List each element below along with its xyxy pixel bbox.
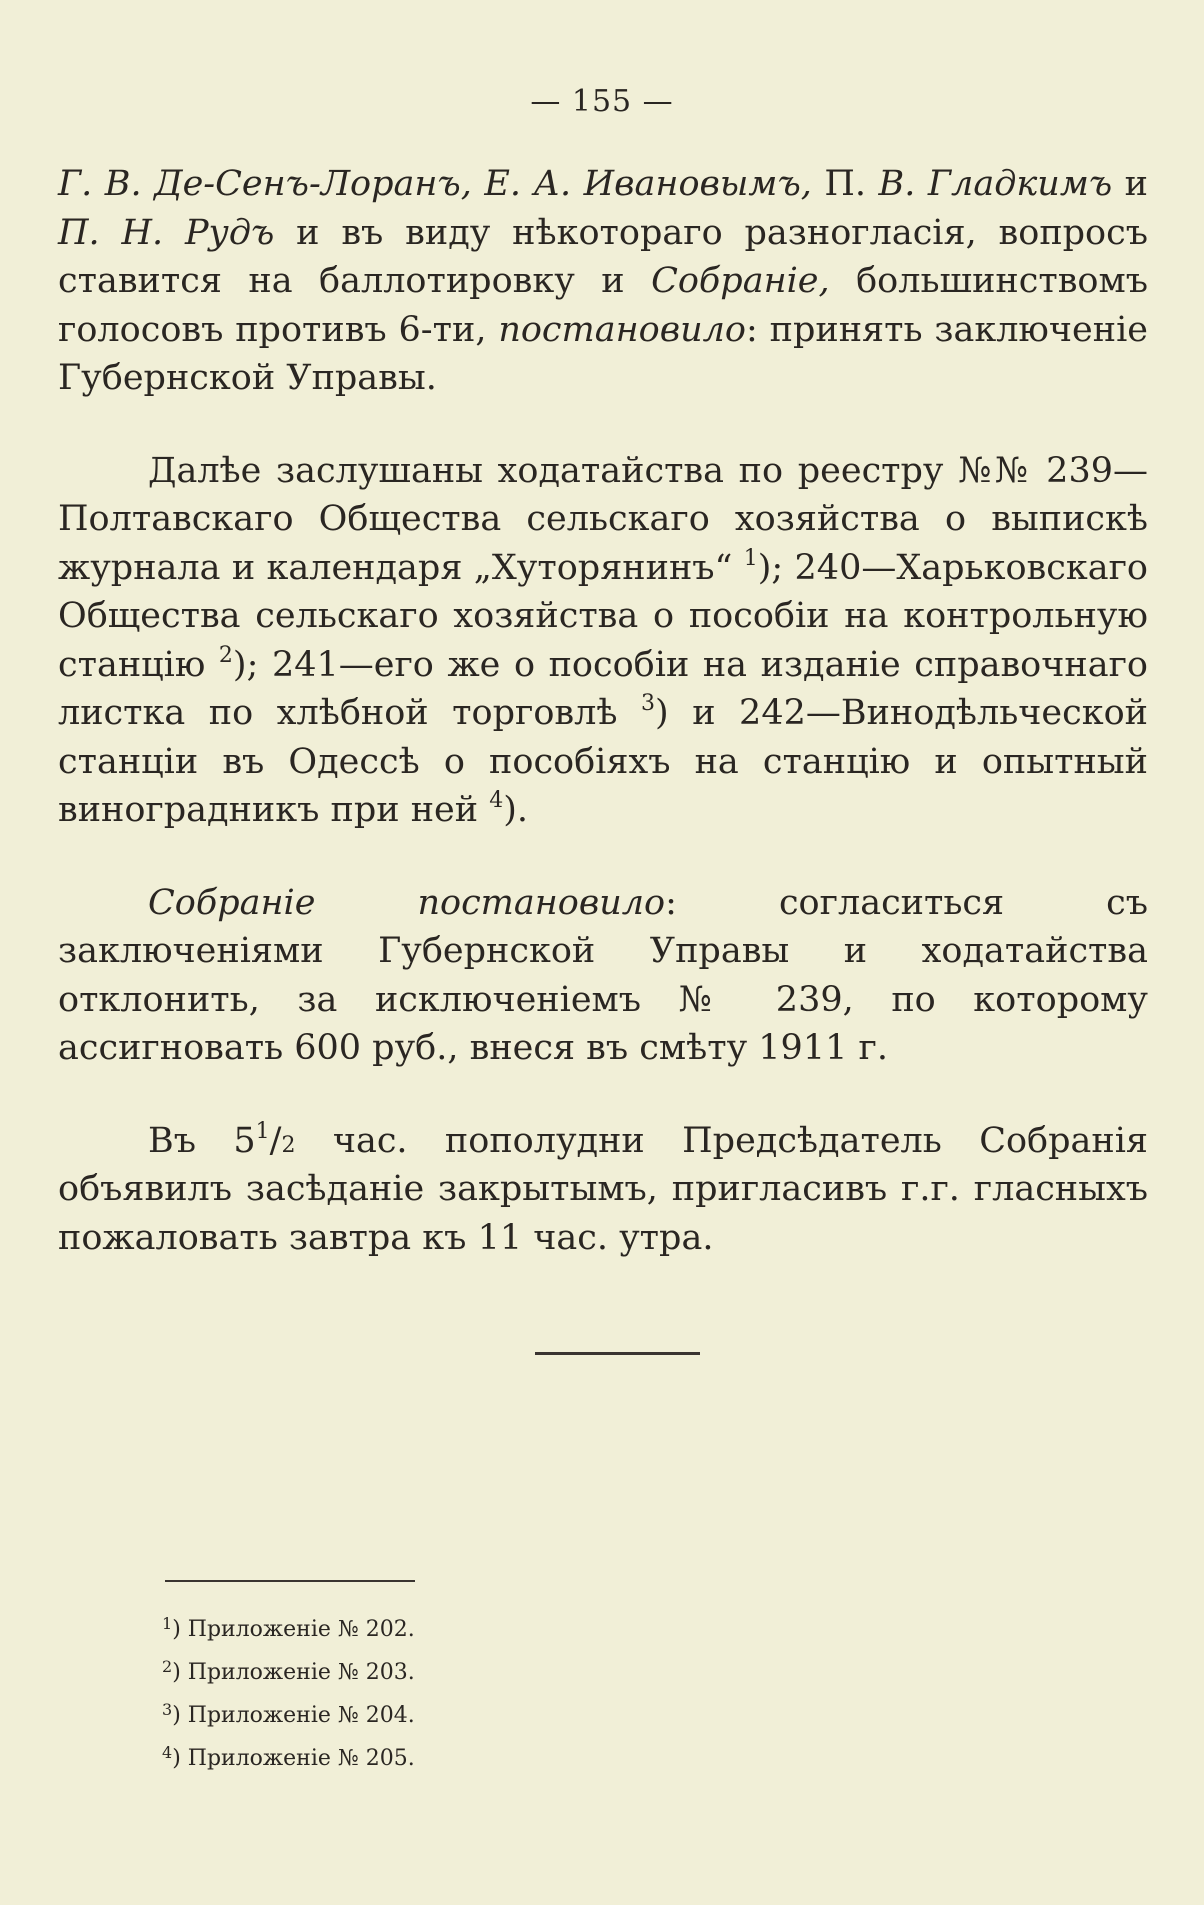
resolved-italic: постановило	[498, 309, 746, 350]
text-run: ); 241—его же о пособіи на изданіе справочнаго листка по хлѣбной торговлѣ	[58, 644, 1148, 733]
names-italic-4: П. Н. Рудъ	[58, 212, 275, 253]
paragraph-resolution-vote	[58, 160, 1148, 403]
section-end-rule	[535, 1352, 700, 1355]
footnote-ref-3: 3	[641, 691, 655, 716]
text-run: Далѣе заслушаны ходатайства по реестру №№ 239—Полтавскаго Общества сельскаго хозяйства о выпискѣ журнала и календаря „Хуторянинъ“	[58, 450, 1148, 588]
footnote-1	[162, 1605, 415, 1648]
paragraph-resolution	[58, 879, 1148, 1073]
footnote-mark: 3	[162, 1700, 173, 1719]
footnote-text: ) Приложеніе № 205.	[172, 1746, 415, 1771]
footnote-text: ) Приложеніе № 204.	[172, 1703, 415, 1728]
footnote-3	[162, 1691, 415, 1734]
footnote-mark: 2	[162, 1657, 173, 1676]
text-run: час. пополудни Предсѣдатель Собранія объявилъ засѣданіе закрытымъ, пригласивъ г.г. гласныхъ пожаловать завтра къ 11 час. утра.	[58, 1120, 1148, 1258]
text-run: ).	[503, 790, 528, 830]
fraction-denominator: 2	[281, 1132, 296, 1158]
footnote-ref-1: 1	[743, 545, 758, 571]
footnotes	[162, 1605, 415, 1777]
footnote-mark: 4	[162, 1743, 173, 1762]
text-run: и	[1112, 164, 1148, 204]
footnote-text: ) Приложеніе № 202.	[172, 1617, 415, 1642]
text-run: : принять заключеніе Губернской Управы.	[58, 309, 1148, 398]
text-run: : согласиться съ заключеніями Губернской Управы и ходатайства отклонить, за исключеніемъ № 239, по которому ассигновать 600 руб., внеся въ смѣту 1911 г.	[58, 882, 1148, 1068]
paragraph-petitions	[58, 447, 1148, 835]
fraction-slash: /	[269, 1120, 282, 1161]
footnote-text: ) Приложеніе № 203.	[172, 1660, 415, 1685]
footnote-2	[162, 1648, 415, 1691]
fraction-numerator: 1	[255, 1118, 270, 1144]
text-run: ); 240—Харьковскаго Общества сельскаго хозяйства о пособіи на контрольную станцію	[58, 547, 1148, 685]
text-run: ) и 242—Винодѣльческой станціи въ Одессѣ о пособіяхъ на станцію и опытный виноградникъ при ней	[58, 693, 1148, 830]
names-italic-1: Г. В. Де-Сенъ-Лоранъ,	[58, 164, 472, 204]
paragraph-closing	[58, 1117, 1148, 1263]
footnote-separator	[165, 1580, 415, 1582]
footnote-ref-2: 2	[218, 642, 233, 668]
text-run: П.	[811, 164, 879, 204]
footnote-mark: 1	[162, 1614, 173, 1633]
page-number: — 155 —	[530, 84, 674, 119]
footnote-ref-4: 4	[489, 788, 504, 813]
names-italic-3: В. Гладкимъ	[878, 164, 1113, 204]
body-text	[58, 160, 1148, 1262]
text-run: и въ виду нѣкотораго разногласія, вопросъ ставится на баллотировку и	[58, 212, 1148, 301]
text-run: большинствомъ голосовъ противъ 6-ти,	[58, 261, 1148, 350]
text-run: Въ 5	[148, 1120, 256, 1161]
names-italic-2: Е. А. Ивановымъ,	[484, 164, 812, 204]
assembly-italic: Собраніе,	[651, 261, 830, 301]
footnote-4	[162, 1734, 415, 1777]
text-run	[472, 164, 485, 204]
resolved-italic: Собраніе постановило	[148, 882, 666, 923]
